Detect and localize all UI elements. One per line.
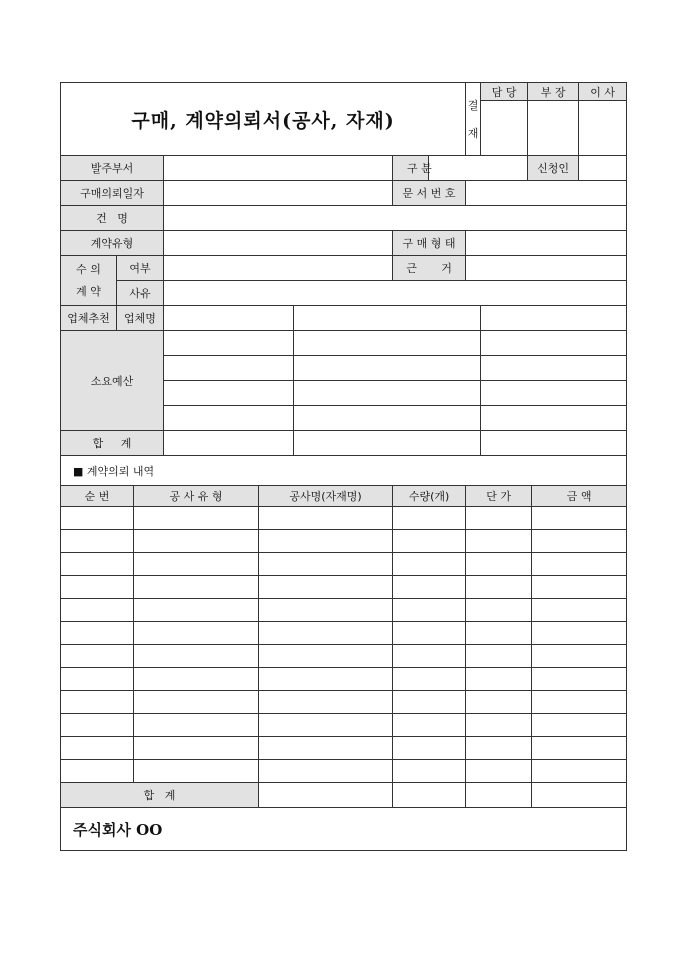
header-block <box>61 83 627 156</box>
item-cell[interactable] <box>61 507 134 530</box>
item-cell[interactable] <box>466 553 532 576</box>
budget-cell[interactable] <box>481 406 627 431</box>
item-cell[interactable] <box>532 576 627 599</box>
item-cell[interactable] <box>134 760 259 783</box>
item-cell[interactable] <box>466 714 532 737</box>
vendor-cell-3[interactable] <box>481 306 627 331</box>
budget-cell[interactable] <box>294 406 481 431</box>
item-cell[interactable] <box>259 530 393 553</box>
item-cell[interactable] <box>532 622 627 645</box>
private-contract-label-2: 계 약 <box>76 284 101 298</box>
item-cell[interactable] <box>259 553 393 576</box>
applicant-field[interactable] <box>579 156 627 181</box>
item-cell[interactable] <box>259 691 393 714</box>
item-cell[interactable] <box>466 622 532 645</box>
item-cell[interactable] <box>61 622 134 645</box>
item-cell[interactable] <box>393 530 466 553</box>
item-cell[interactable] <box>393 760 466 783</box>
item-rows <box>61 507 627 783</box>
item-cell[interactable] <box>393 507 466 530</box>
item-cell[interactable] <box>134 553 259 576</box>
item-cell[interactable] <box>393 599 466 622</box>
item-cell[interactable] <box>532 599 627 622</box>
item-cell[interactable] <box>466 507 532 530</box>
contract-type-label: 계약유형 <box>61 231 164 256</box>
item-cell[interactable] <box>134 714 259 737</box>
item-cell[interactable] <box>466 691 532 714</box>
item-cell[interactable] <box>259 714 393 737</box>
item-cell[interactable] <box>532 714 627 737</box>
item-cell[interactable] <box>466 760 532 783</box>
item-cell[interactable] <box>532 645 627 668</box>
vendor-cell-1[interactable] <box>164 306 294 331</box>
subject-field[interactable] <box>164 206 627 231</box>
form-title: 구매, 계약의뢰서(공사, 자재) <box>61 83 466 156</box>
approval-label-bottom: 재 <box>467 127 479 140</box>
col-header-qty: 수량(개) <box>393 486 466 507</box>
vendor-name-label: 업체명 <box>117 306 164 331</box>
items-total-label: 합 계 <box>61 783 259 808</box>
item-row <box>61 622 627 645</box>
vendor-cell-2[interactable] <box>294 306 481 331</box>
budget-cell[interactable] <box>294 331 481 356</box>
items-total-cell[interactable] <box>532 783 627 808</box>
budget-total-cell[interactable] <box>164 431 294 456</box>
item-cell[interactable] <box>134 530 259 553</box>
request-date-label: 구매의뢰일자 <box>61 181 164 206</box>
item-cell[interactable] <box>393 576 466 599</box>
item-cell[interactable] <box>259 737 393 760</box>
item-cell[interactable] <box>532 553 627 576</box>
section-title: ■ 계약의뢰 내역 <box>61 456 627 486</box>
col-header-unit-price: 단 가 <box>466 486 532 507</box>
item-cell[interactable] <box>532 760 627 783</box>
order-dept-field[interactable] <box>164 156 393 181</box>
budget-cell[interactable] <box>164 381 294 406</box>
item-cell[interactable] <box>61 760 134 783</box>
whether-label: 여부 <box>117 256 164 281</box>
item-cell[interactable] <box>134 645 259 668</box>
item-cell[interactable] <box>393 622 466 645</box>
item-cell[interactable] <box>466 530 532 553</box>
request-form <box>60 82 620 851</box>
approval-label <box>466 83 481 156</box>
item-cell[interactable] <box>466 737 532 760</box>
applicant-label: 신청인 <box>528 156 579 181</box>
item-cell[interactable] <box>61 691 134 714</box>
items-footer <box>61 783 627 851</box>
item-cell[interactable] <box>393 714 466 737</box>
item-cell[interactable] <box>259 645 393 668</box>
item-cell[interactable] <box>134 737 259 760</box>
item-cell[interactable] <box>466 599 532 622</box>
whether-field[interactable] <box>164 256 393 281</box>
item-cell[interactable] <box>134 622 259 645</box>
budget-cell[interactable] <box>164 406 294 431</box>
item-cell[interactable] <box>61 553 134 576</box>
items-total-cell[interactable] <box>259 783 393 808</box>
item-row <box>61 714 627 737</box>
division-label: 구 분 <box>393 156 429 181</box>
private-contract-label-1: 수 의 <box>76 262 101 276</box>
item-row <box>61 668 627 691</box>
item-cell[interactable] <box>259 507 393 530</box>
budget-total-cell[interactable] <box>294 431 481 456</box>
item-cell[interactable] <box>61 576 134 599</box>
item-cell[interactable] <box>134 668 259 691</box>
item-row <box>61 691 627 714</box>
item-cell[interactable] <box>259 760 393 783</box>
budget-cell[interactable] <box>294 356 481 381</box>
item-cell[interactable] <box>134 507 259 530</box>
item-cell[interactable] <box>393 645 466 668</box>
item-row <box>61 553 627 576</box>
doc-no-label: 문 서 번 호 <box>393 181 466 206</box>
basis-field[interactable] <box>466 256 627 281</box>
item-cell[interactable] <box>393 668 466 691</box>
reason-field[interactable] <box>164 281 627 306</box>
item-cell[interactable] <box>61 714 134 737</box>
col-header-name: 공사명(자재명) <box>259 486 393 507</box>
item-row <box>61 576 627 599</box>
item-cell[interactable] <box>61 737 134 760</box>
budget-block <box>61 306 627 456</box>
item-row <box>61 760 627 783</box>
item-cell[interactable] <box>532 668 627 691</box>
budget-total-label: 합 계 <box>61 431 164 456</box>
budget-cell[interactable] <box>481 331 627 356</box>
approval-role-director: 이 사 <box>579 83 627 101</box>
purchase-form-label: 구 매 형 태 <box>393 231 466 256</box>
approval-label-top: 결 <box>467 99 479 112</box>
item-cell[interactable] <box>259 599 393 622</box>
item-cell[interactable] <box>532 737 627 760</box>
item-cell[interactable] <box>259 622 393 645</box>
budget-cell[interactable] <box>294 381 481 406</box>
item-cell[interactable] <box>466 576 532 599</box>
item-cell[interactable] <box>393 553 466 576</box>
item-cell[interactable] <box>393 691 466 714</box>
budget-cell[interactable] <box>481 381 627 406</box>
item-cell[interactable] <box>134 576 259 599</box>
info-block <box>61 156 627 306</box>
item-row <box>61 507 627 530</box>
stamp-box-staff[interactable] <box>481 101 528 156</box>
basis-label: 근 거 <box>393 256 466 281</box>
budget-cell[interactable] <box>164 356 294 381</box>
vendor-rec-label: 업체추천 <box>61 306 117 331</box>
items-total-cell[interactable] <box>466 783 532 808</box>
item-row <box>61 645 627 668</box>
item-cell[interactable] <box>466 645 532 668</box>
contract-type-field[interactable] <box>164 231 393 256</box>
subject-label: 건 명 <box>61 206 164 231</box>
item-cell[interactable] <box>134 691 259 714</box>
item-cell[interactable] <box>259 668 393 691</box>
item-cell[interactable] <box>466 668 532 691</box>
approval-role-staff: 담 당 <box>481 83 528 101</box>
approval-role-manager: 부 장 <box>528 83 579 101</box>
item-cell[interactable] <box>61 668 134 691</box>
item-cell[interactable] <box>393 737 466 760</box>
items-total-cell[interactable] <box>393 783 466 808</box>
item-cell[interactable] <box>532 530 627 553</box>
item-cell[interactable] <box>259 576 393 599</box>
item-cell[interactable] <box>61 645 134 668</box>
purchase-form-field[interactable] <box>466 231 627 256</box>
col-header-work-type: 공 사 유 형 <box>134 486 259 507</box>
order-dept-label: 발주부서 <box>61 156 164 181</box>
item-cell[interactable] <box>61 599 134 622</box>
item-cell[interactable] <box>134 599 259 622</box>
division-field[interactable] <box>429 156 528 181</box>
stamp-box-director[interactable] <box>579 101 627 156</box>
reason-label: 사유 <box>117 281 164 306</box>
doc-no-field[interactable] <box>466 181 627 206</box>
item-row <box>61 737 627 760</box>
item-cell[interactable] <box>532 691 627 714</box>
items-block <box>61 456 627 507</box>
budget-label: 소요예산 <box>61 331 164 431</box>
item-cell[interactable] <box>532 507 627 530</box>
form-table <box>60 82 627 851</box>
company-name: 주식회사 OO <box>61 808 627 851</box>
item-cell[interactable] <box>61 530 134 553</box>
col-header-no: 순 번 <box>61 486 134 507</box>
budget-total-cell[interactable] <box>481 431 627 456</box>
col-header-amount: 금 액 <box>532 486 627 507</box>
request-date-field[interactable] <box>164 181 393 206</box>
budget-cell[interactable] <box>164 331 294 356</box>
budget-cell[interactable] <box>481 356 627 381</box>
stamp-box-manager[interactable] <box>528 101 579 156</box>
private-contract-label <box>61 256 117 306</box>
item-row <box>61 599 627 622</box>
item-row <box>61 530 627 553</box>
